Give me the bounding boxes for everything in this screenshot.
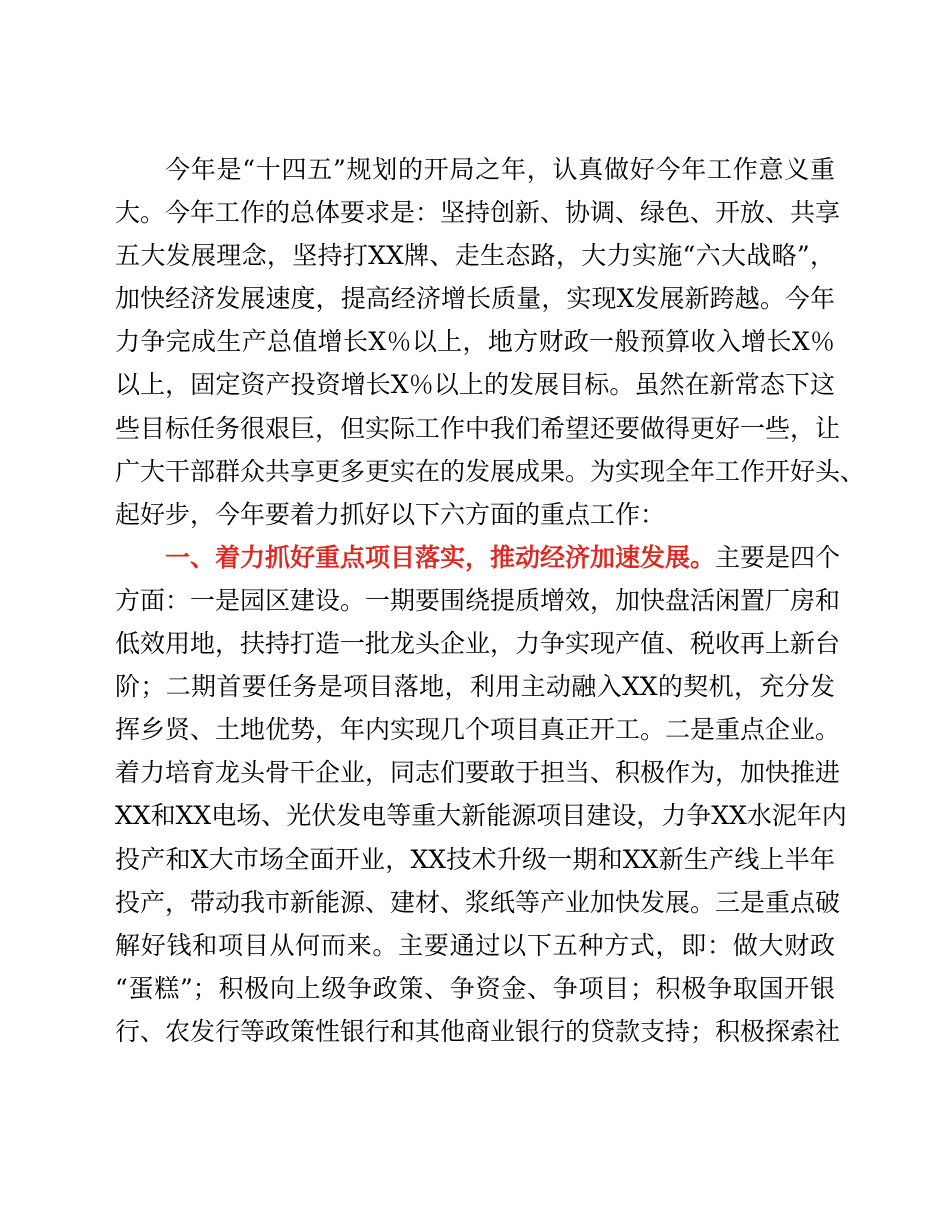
text-line: 起好步，今年要着力抓好以下六方面的重点工作： <box>115 499 666 529</box>
text-run: 主要是四个 <box>715 542 841 572</box>
intro-paragraph <box>115 148 866 536</box>
text-line: 解好钱和项目从何而来。主要通过以下五种方式，即：做大财政 <box>115 930 835 960</box>
text-line: XX和XX电场、光伏发电等重大新能源项目建设，力争XX水泥年内 <box>115 801 847 831</box>
text-line: 挥乡贤、土地优势，年内实现几个项目真正开工。二是重点企业。 <box>115 715 841 745</box>
section-one-first-line <box>115 536 841 579</box>
text-line: 以上，固定资产投资增长X％以上的发展目标。虽然在新常态下这 <box>115 370 835 400</box>
text-line: 加快经济发展速度，提高经济增长质量，实现X发展新跨越。今年 <box>115 284 835 314</box>
text-line: 投产，带动我市新能源、建材、浆纸等产业加快发展。三是重点破 <box>115 887 841 917</box>
text-line: 广大干部群众共享更多更实在的发展成果。为实现全年工作开好头、 <box>115 456 866 486</box>
text-line: “蛋糕”；积极向上级争政策、争资金、争项目；积极争取国开银 <box>115 973 835 1003</box>
text-line: 力争完成生产总值增长X％以上，地方财政一般预算收入增长X％ <box>115 327 835 357</box>
text-line: 五大发展理念，坚持打XX牌、走生态路，大力实施“六大战略”， <box>115 241 835 271</box>
section-heading: 一、着力抓好重点项目落实，推动经济加速发展。 <box>165 542 716 572</box>
text-line: 大。今年工作的总体要求是：坚持创新、协调、绿色、开放、共享 <box>115 198 841 228</box>
text-line: 些目标任务很艰巨，但实际工作中我们希望还要做得更好一些，让 <box>115 413 841 443</box>
text-line: 方面：一是园区建设。一期要围绕提质增效，加快盘活闲置厂房和 <box>115 585 841 615</box>
text-line: 阶；二期首要任务是项目落地，利用主动融入XX的契机，充分发 <box>115 672 835 702</box>
text-line: 行、农发行等政策性银行和其他商业银行的贷款支持；积极探索社 <box>115 1016 841 1046</box>
text-line: 低效用地，扶持打造一批龙头企业，力争实现产值、税收再上新台 <box>115 629 841 659</box>
text-line: 今年是“十四五”规划的开局之年，认真做好今年工作意义重 <box>165 155 835 184</box>
section-one-paragraph <box>115 536 847 1053</box>
text-line: 投产和X大市场全面开业，XX技术升级一期和XX新生产线上半年 <box>115 844 835 874</box>
text-line: 着力培育龙头骨干企业，同志们要敢于担当、积极作为，加快推进 <box>115 758 841 788</box>
document-body <box>115 148 866 1053</box>
